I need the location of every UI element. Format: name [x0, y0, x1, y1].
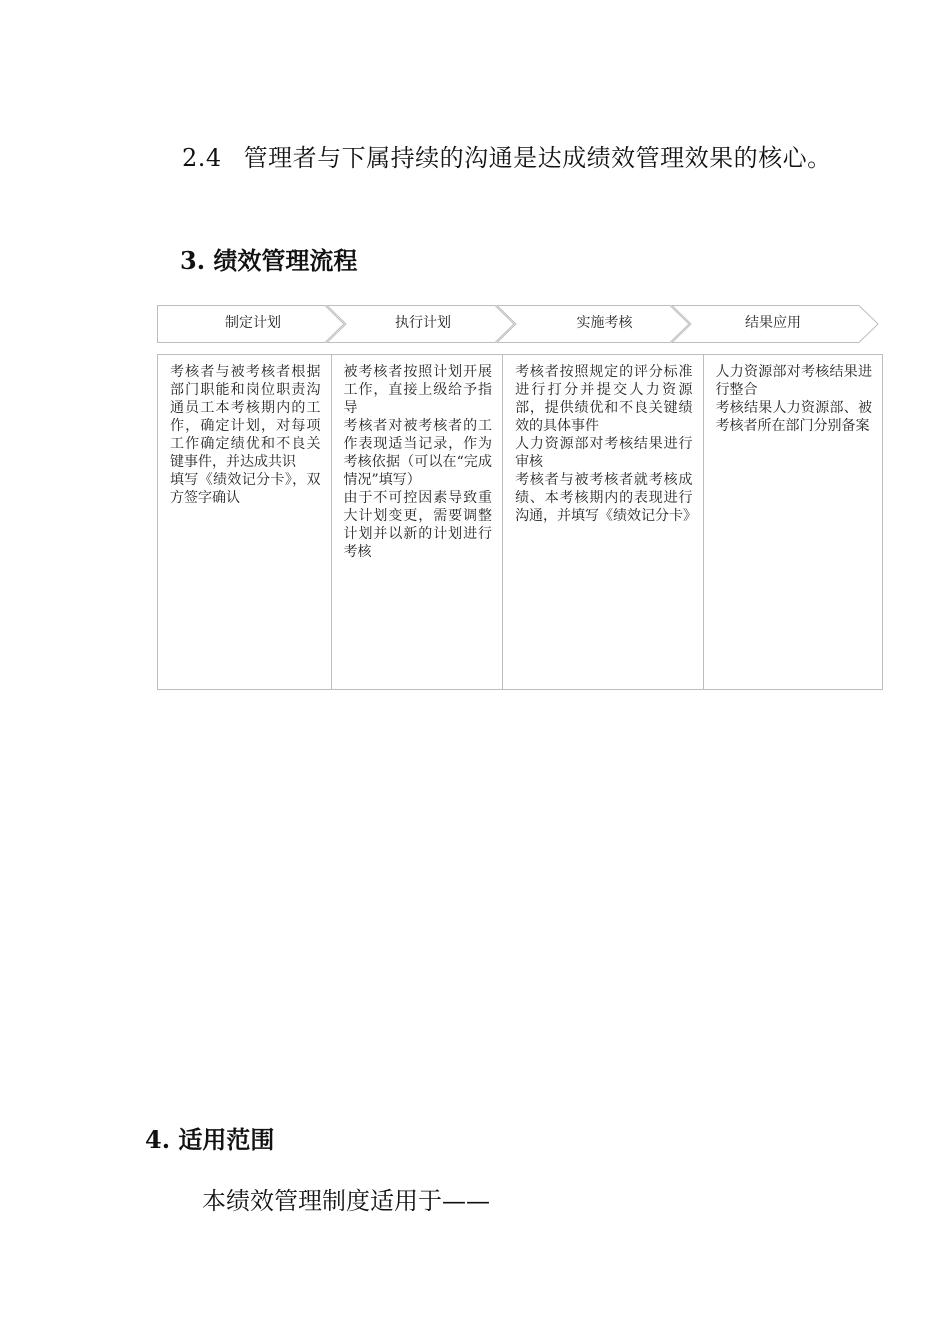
cell-paragraph: 填写《绩效记分卡》，双方签字确认	[170, 472, 321, 506]
flow-step-label-4: 结果应用	[745, 315, 801, 331]
cell-paragraph: 由于不可控因素导致重大计划变更，需要调整计划并以新的计划进行考核	[343, 490, 493, 560]
cell-paragraph: 考核者与被考核者根据部门职能和岗位职责沟通员工本考核期内的工作，确定计划，对每项工作确定绩优和不良关键事件，并达成共识	[170, 364, 321, 470]
cell-paragraph: 被考核者按照计划开展工作，直接上级给予指导	[343, 364, 493, 416]
section-text: 管理者与下属持续的沟通是达成绩效管理效果的核心。	[243, 144, 832, 172]
table-column-execute	[332, 355, 504, 689]
cell-paragraph: 考核者按照规定的评分标准进行打分并提交人力资源部，提供绩优和不良关键绩效的具体事件	[515, 364, 693, 434]
process-detail-table	[157, 354, 883, 690]
section-number: 2.4	[182, 144, 222, 172]
section-4-heading: 4. 适用范围	[145, 1125, 275, 1154]
flow-step-label-1: 制定计划	[225, 315, 281, 331]
flow-step-label-2: 执行计划	[395, 315, 451, 331]
cell-paragraph: 考核者对被考核者的工作表现适当记录，作为考核依据（可以在“完成情况”填写）	[343, 418, 493, 488]
section-4-paragraph: 本绩效管理制度适用于——	[202, 1187, 490, 1215]
table-column-assess	[503, 355, 703, 689]
cell-paragraph: 考核者与被考核者就考核成绩、本考核期内的表现进行沟通，并填写《绩效记分卡》	[515, 472, 698, 524]
cell-paragraph: 人力资源部对考核结果进行审核	[515, 436, 693, 470]
cell-paragraph: 人力资源部对考核结果进行整合	[715, 364, 872, 398]
section-2-4-line	[182, 138, 832, 173]
process-flow	[157, 305, 879, 343]
section-3-heading: 3. 绩效管理流程	[180, 246, 358, 275]
flow-step-label-3: 实施考核	[576, 315, 633, 331]
cell-paragraph: 考核结果人力资源部、被考核者所在部门分别备案	[715, 400, 872, 434]
table-column-apply	[704, 355, 883, 689]
table-column-plan	[158, 355, 332, 689]
